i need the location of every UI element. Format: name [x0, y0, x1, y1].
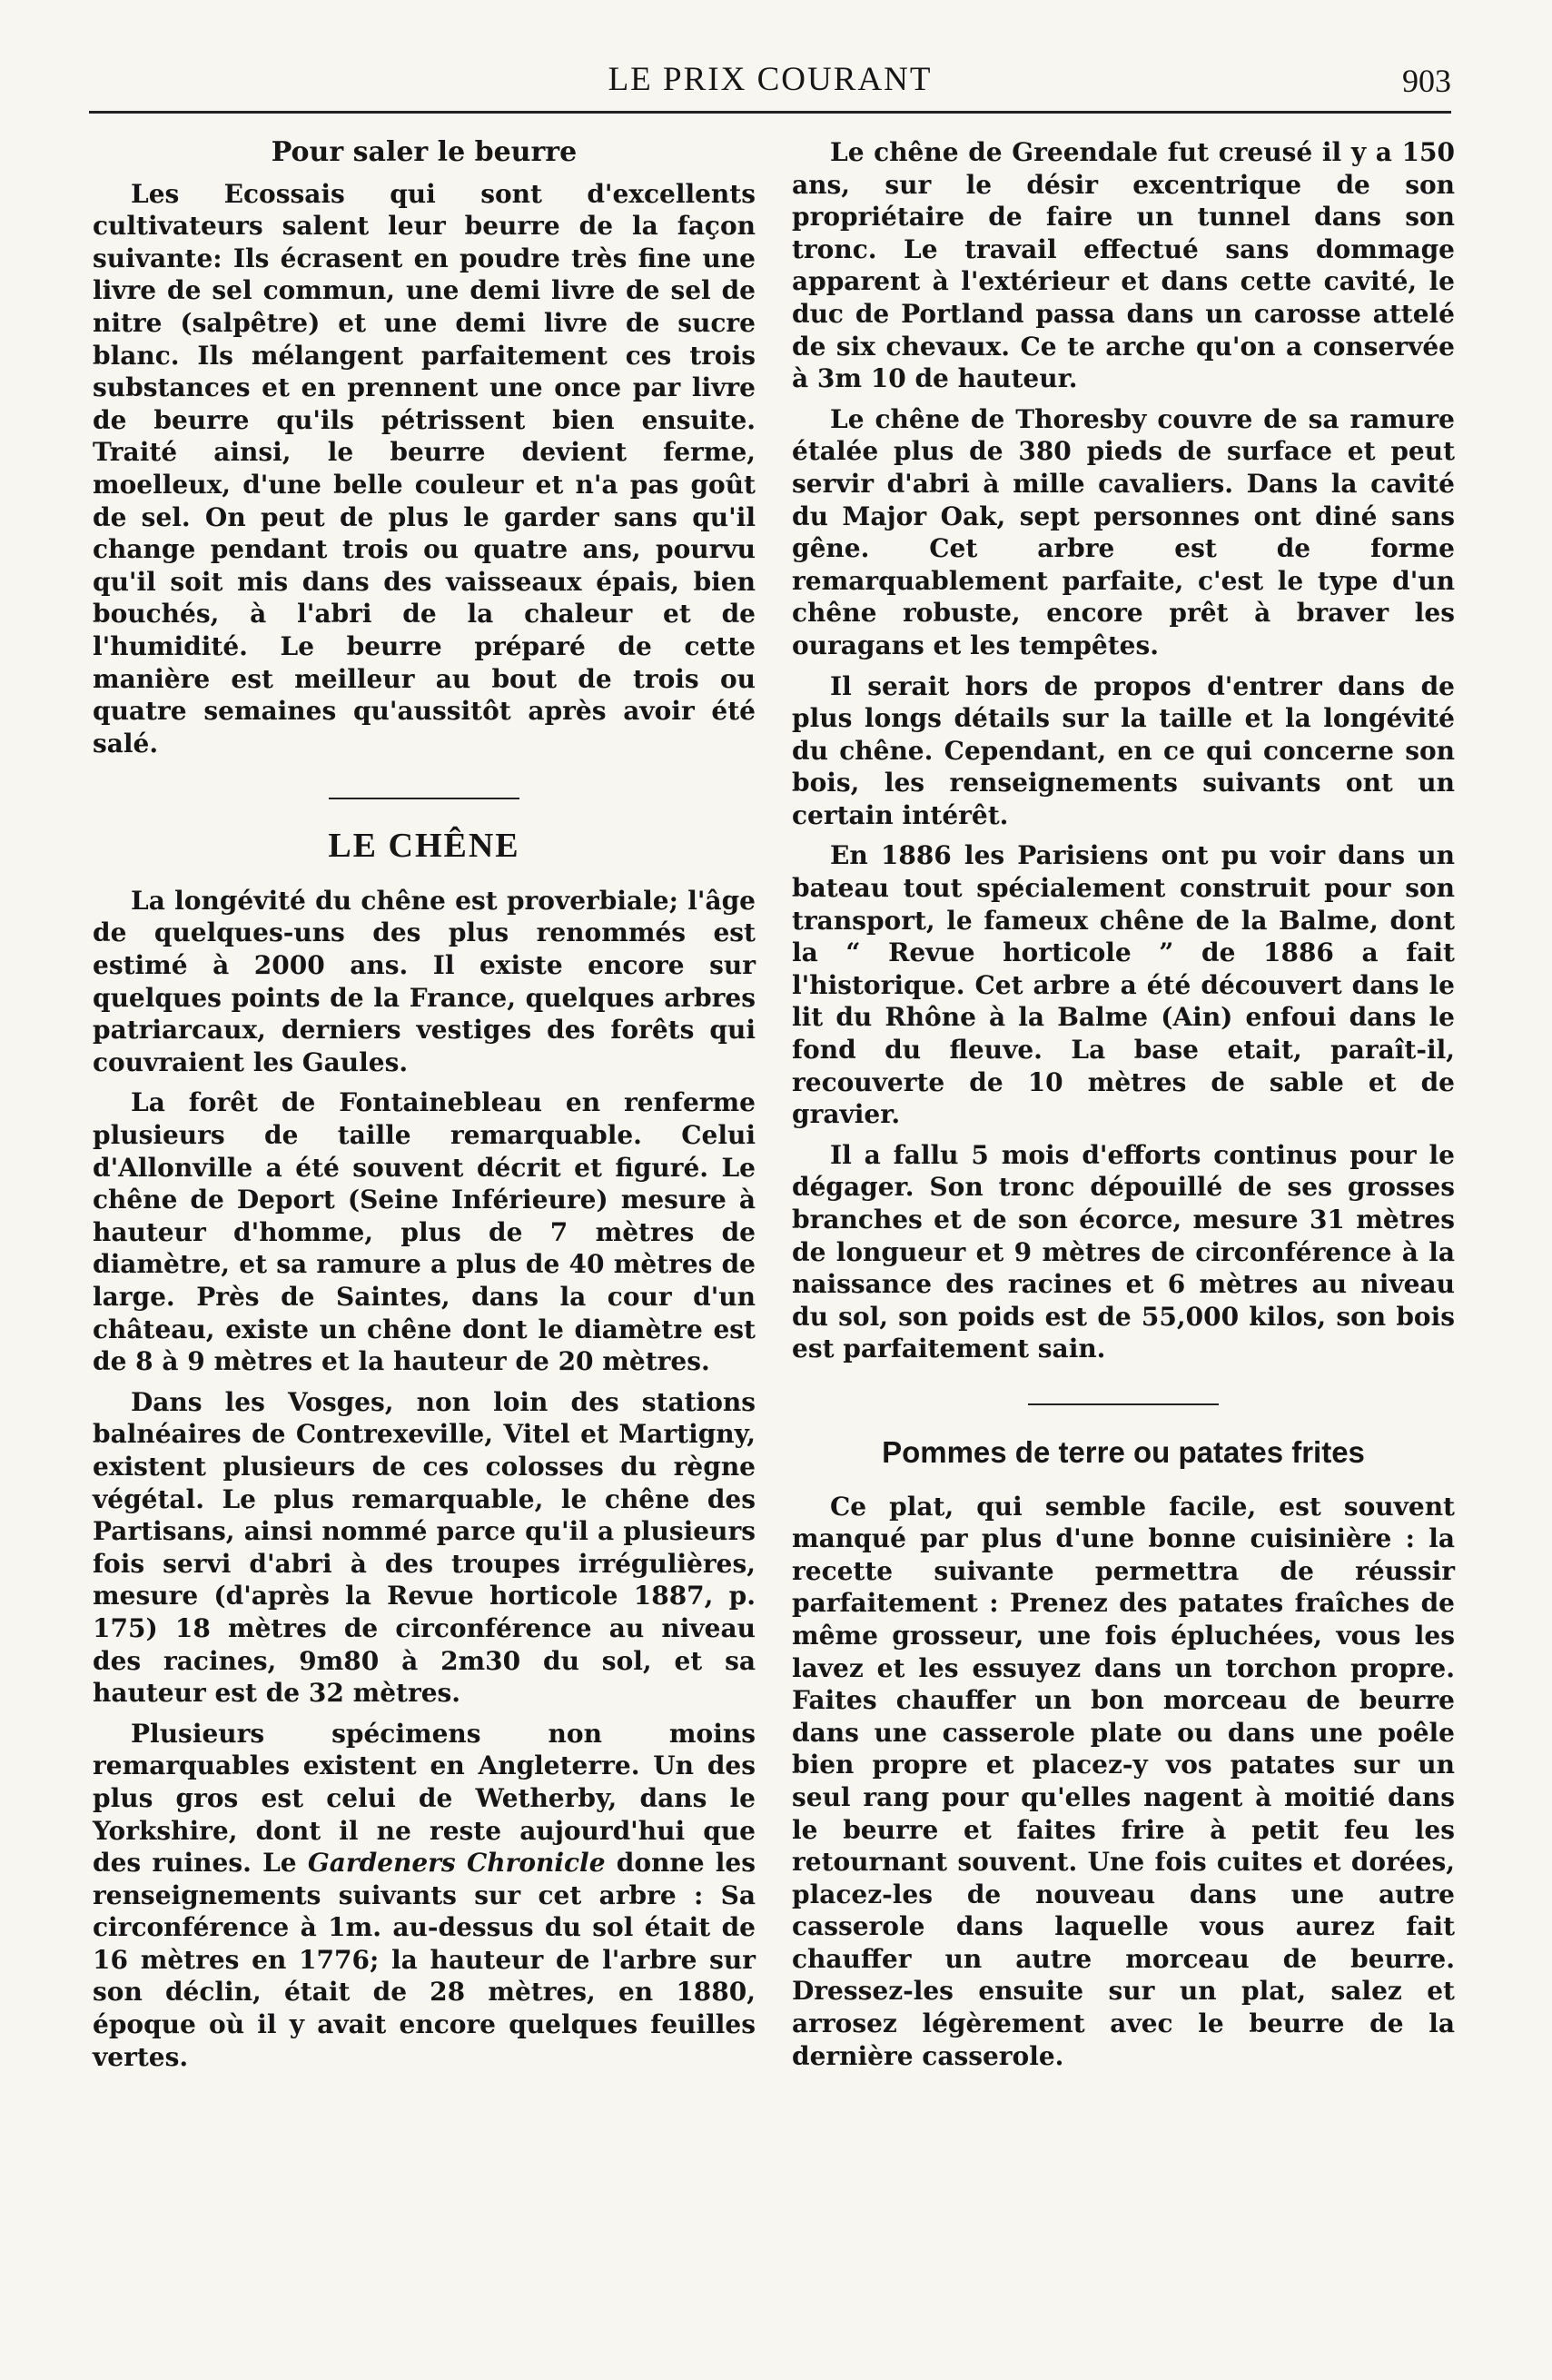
oak-paragraph-3: Dans les Vosges, non loin des stations balnéaires de Contrexeville, Vitel et Martigny, existent plusieurs de ces colosses du règne végétal. Le plus remarquable, le chêne des Partisans, ainsi nommé parce qu'il a plusieurs fois servi d'abri à des troupes irrégulières, mesure (d'après la Revue horticole 1887, p. 175) 18 mètres de circonférence au niveau des racines, 9m80 à 2m30 du sol, et sa hauteur est de 32 mètres.: [93, 1386, 756, 1709]
right-column: [792, 136, 1455, 2072]
oak-paragraph-4-start: Plusieurs spécimens non moins remarquables existent en Angleterre. Un des plus gros est celui de Wetherby, dans le Yorkshire, dont il ne reste aujourd'hui que des ruines. Le: [93, 1718, 756, 1879]
butter-heading: Pour saler le beurre: [271, 136, 578, 168]
oak-paragraph-4-end: donne les renseignements suivants sur cet arbre : Sa circonférence à 1m. au-dessus du sol était de 16 mètres en 1776; la hauteur de l'arbre sur son déclin, était de 28 mètres, en 1880, époque où il y avait encore quelques feuilles vertes.: [93, 1848, 756, 2072]
page-number: 903: [1402, 63, 1451, 99]
fries-paragraph: Ce plat, qui semble facile, est souvent manqué par plus d'une bonne cuisinière : la recette suivante permettra de réussir parfaitement : Prenez des patates fraîches de même grosseur, une fois épluchées, vous les lavez et les essuyez dans un torchon propre. Faites chauffer un bon morceau de beurre dans une casserole plate ou dans une poêle bien propre et placez-y vos patates sur un seul rang pour qu'elles nagent à moitié dans le beurre et faites frire à petit feu les retournant souvent. Une fois cuites et dorées, placez-les de nouveau dans une autre casserole dans laquelle vous aurez fait chauffer un autre morceau de beurre. Dressez-les ensuite sur un plat, salez et arrosez légèrement avec le beurre de la dernière casserole.: [792, 1491, 1455, 2071]
fries-heading: Pommes de terre ou patates frites: [882, 1434, 1365, 1469]
oak-paragraph-7: Il serait hors de propos d'entrer dans de plus longs détails sur la taille et la longévité du chêne. Cependant, en ce qui concerne son bois, les renseignements suivants ont un certain intérêt.: [792, 670, 1455, 830]
left-column: [93, 136, 756, 2073]
page-header: [89, 60, 1451, 105]
oak-paragraph-8: En 1886 les Parisiens ont pu voir dans un bateau tout spécialement construit pour son transport, le fameux chêne de la Balme, dont la “ Revue horticole ” de 1886 a fait l'historique. Cet arbre a été découvert dans le lit du Rhône à la Balme (Ain) enfoui dans le fond du fleuve. La base etait, paraît-il, recouverte de 10 mètres de sable et de gravier.: [792, 840, 1455, 1130]
header-rule: [89, 111, 1451, 114]
oak-paragraph-9: Il a fallu 5 mois d'efforts continus pour le dégager. Son tronc dépouillé de ses grosses branches et de son écorce, mesure 31 mètres de longueur et 9 mètres de circonférence à la naissance des racines et 6 mètres au niveau du sol, son poids est de 55,000 kilos, son bois est parfaitement sain.: [792, 1139, 1455, 1364]
running-title: LE PRIX COURANT: [608, 61, 933, 98]
oak-heading: LE CHÊNE: [328, 827, 520, 866]
oak-paragraph-6: Le chêne de Thoresby couvre de sa ramure étalée plus de 380 pieds de surface et peut servir d'abri à mille cavaliers. Dans la cavité du Major Oak, sept personnes ont diné sans gêne. Cet arbre est de forme remarquablement parfaite, c'est le type d'un chêne robuste, encore prêt à braver les ouragans et les tempêtes.: [792, 403, 1455, 660]
oak-paragraph-1: La longévité du chêne est proverbiale; l'âge de quelques-uns des plus renommés est estimé à 2000 ans. Il existe encore sur quelques points de la France, quelques arbres patriarcaux, derniers vestiges des forêts qui couvraient les Gaules.: [93, 885, 756, 1077]
gardeners-chronicle-title: Gardeners Chronicle: [307, 1848, 606, 1879]
oak-paragraph-5: Le chêne de Greendale fut creusé il y a 150 ans, sur le désir excentrique de son propriétaire de faire un tunnel dans son tronc. Le travail effectué sans dommage apparent à l'extérieur et dans cette cavité, le duc de Portland passa dans un carosse attelé de six chevaux. Ce te arche qu'on a conservée à 3m 10 de hauteur.: [792, 137, 1455, 394]
oak-paragraph-2: La forêt de Fontainebleau en renferme plusieurs de taille remarquable. Celui d'Allonville a été souvent décrit et figuré. Le chêne de Deport (Seine Inférieure) mesure à hauteur d'homme, plus de 7 mètres de diamètre, et sa ramure a plus de 40 mètres de large. Près de Saintes, dans la cour d'un château, existe un chêne dont le diamètre est de 8 à 9 mètres et la hauteur de 20 mètres.: [93, 1087, 756, 1377]
oak-paragraph-4: [93, 1718, 756, 2074]
butter-paragraph: Les Ecossais qui sont d'excellents cultivateurs salent leur beurre de la façon suivante: Ils écrasent en poudre très fine une livre de sel commun, une demi livre de sel de nitre (salpêtre) et une demi livre de sucre blanc. Ils mélangent parfaitement ces trois substances et en prennent une once par livre de beurre qu'ils pétrissent bien ensuite. Traité ainsi, le beurre devient ferme, moelleux, d'une belle couleur et n'a pas goût de sel. On peut de plus le garder sans qu'il change pendant trois ou quatre ans, pourvu qu'il soit mis dans des vaisseaux épais, bien bouchés, à l'abri de la chaleur et de l'humidité. Le beurre préparé de cette manière est meilleur au bout de trois ou quatre semaines qu'aussitôt après avoir été salé.: [93, 178, 756, 759]
